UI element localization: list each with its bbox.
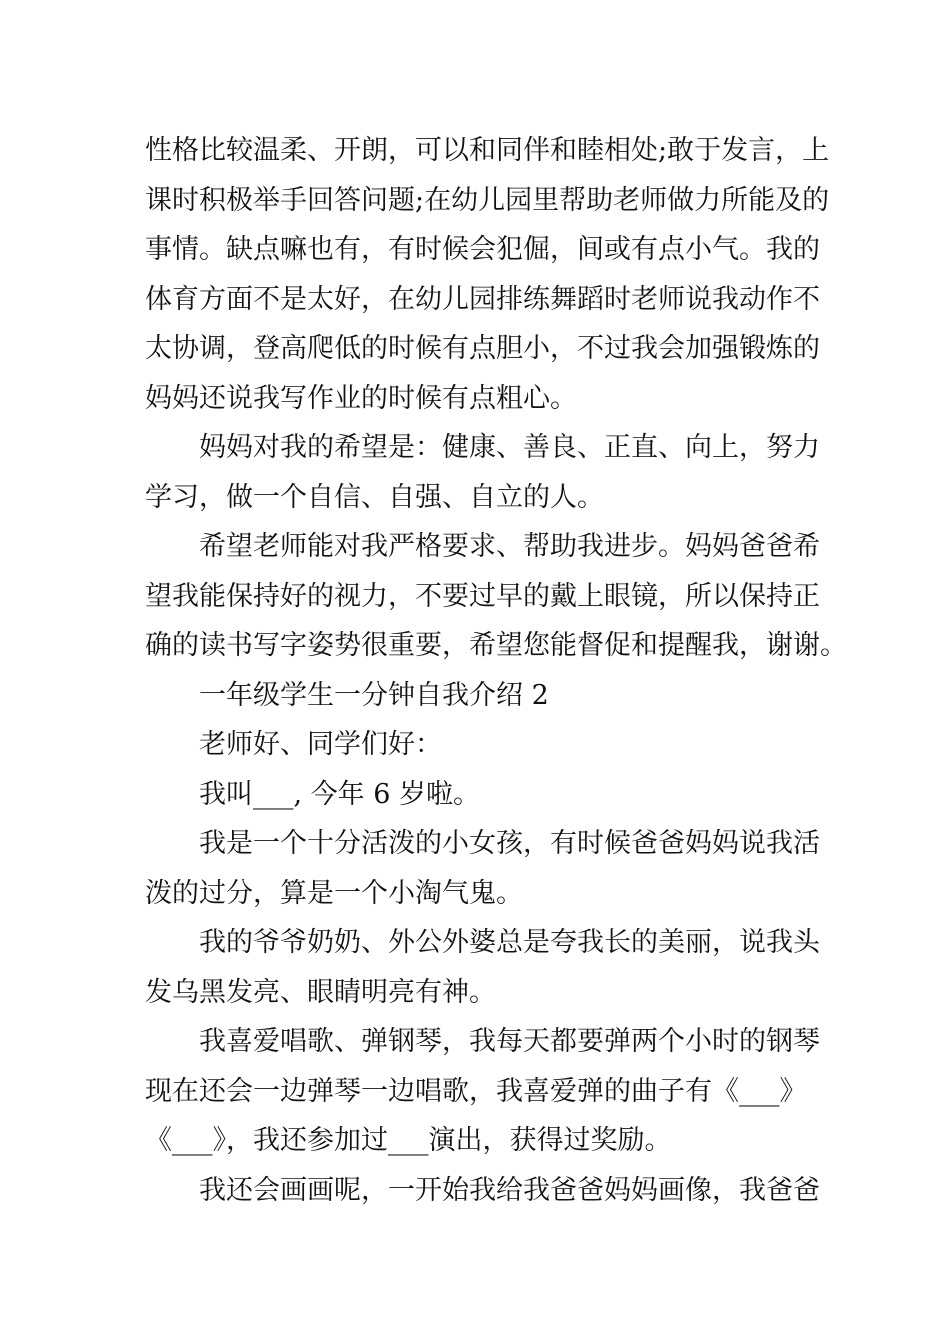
document-body — [145, 126, 847, 1215]
text-line: 望我能保持好的视力，不要过早的戴上眼镜，所以保持正 — [145, 580, 820, 612]
section-heading: 一年级学生一分钟自我介绍 2 — [199, 679, 549, 711]
text-line: 我叫___, 今年 6 岁啦。 — [199, 778, 481, 810]
text-line: 学习，做一个自信、自强、自立的人。 — [145, 481, 604, 513]
text-line: 太协调，登高爬低的时候有点胆小，不过我会加强锻炼的 — [145, 333, 820, 364]
text-line: 确的读书写字姿势很重要，希望您能督促和提醒我，谢谢。 — [145, 630, 847, 661]
text-line: 我喜爱唱歌、弹钢琴，我每天都要弹两个小时的钢琴 — [199, 1026, 820, 1057]
text-line: 现在还会一边弹琴一边唱歌，我喜爱弹的曲子有《___》 — [145, 1075, 807, 1107]
text-line: 我的爷爷奶奶、外公外婆总是夸我长的美丽，说我头 — [199, 927, 820, 958]
greeting-line: 老师好、同学们好： — [199, 729, 442, 760]
text-line: 体育方面不是太好，在幼儿园排练舞蹈时老师说我动作不 — [145, 283, 820, 315]
text-line: 希望老师能对我严格要求、帮助我进步。妈妈爸爸希 — [199, 531, 820, 562]
text-line: 妈妈还说我写作业的时候有点粗心。 — [145, 382, 577, 414]
text-line: 性格比较温柔、开朗，可以和同伴和睦相处;敢于发言，上 — [145, 135, 830, 166]
text-line: 课时积极举手回答问题;在幼儿园里帮助老师做力所能及的 — [145, 184, 830, 216]
text-line: 《___》，我还参加过___演出，获得过奖励。 — [145, 1125, 672, 1156]
text-line: 我是一个十分活泼的小女孩，有时候爸爸妈妈说我活 — [199, 828, 820, 859]
text-line: 泼的过分，算是一个小淘气鬼。 — [145, 877, 523, 909]
text-line: 事情。缺点嘛也有，有时候会犯倔，间或有点小气。我的 — [145, 234, 820, 265]
text-line: 妈妈对我的希望是：健康、善良、正直、向上，努力 — [199, 432, 820, 463]
text-line: 我还会画画呢，一开始我给我爸爸妈妈画像，我爸爸 — [199, 1174, 820, 1206]
text-line: 发乌黑发亮、眼睛明亮有神。 — [145, 976, 496, 1008]
